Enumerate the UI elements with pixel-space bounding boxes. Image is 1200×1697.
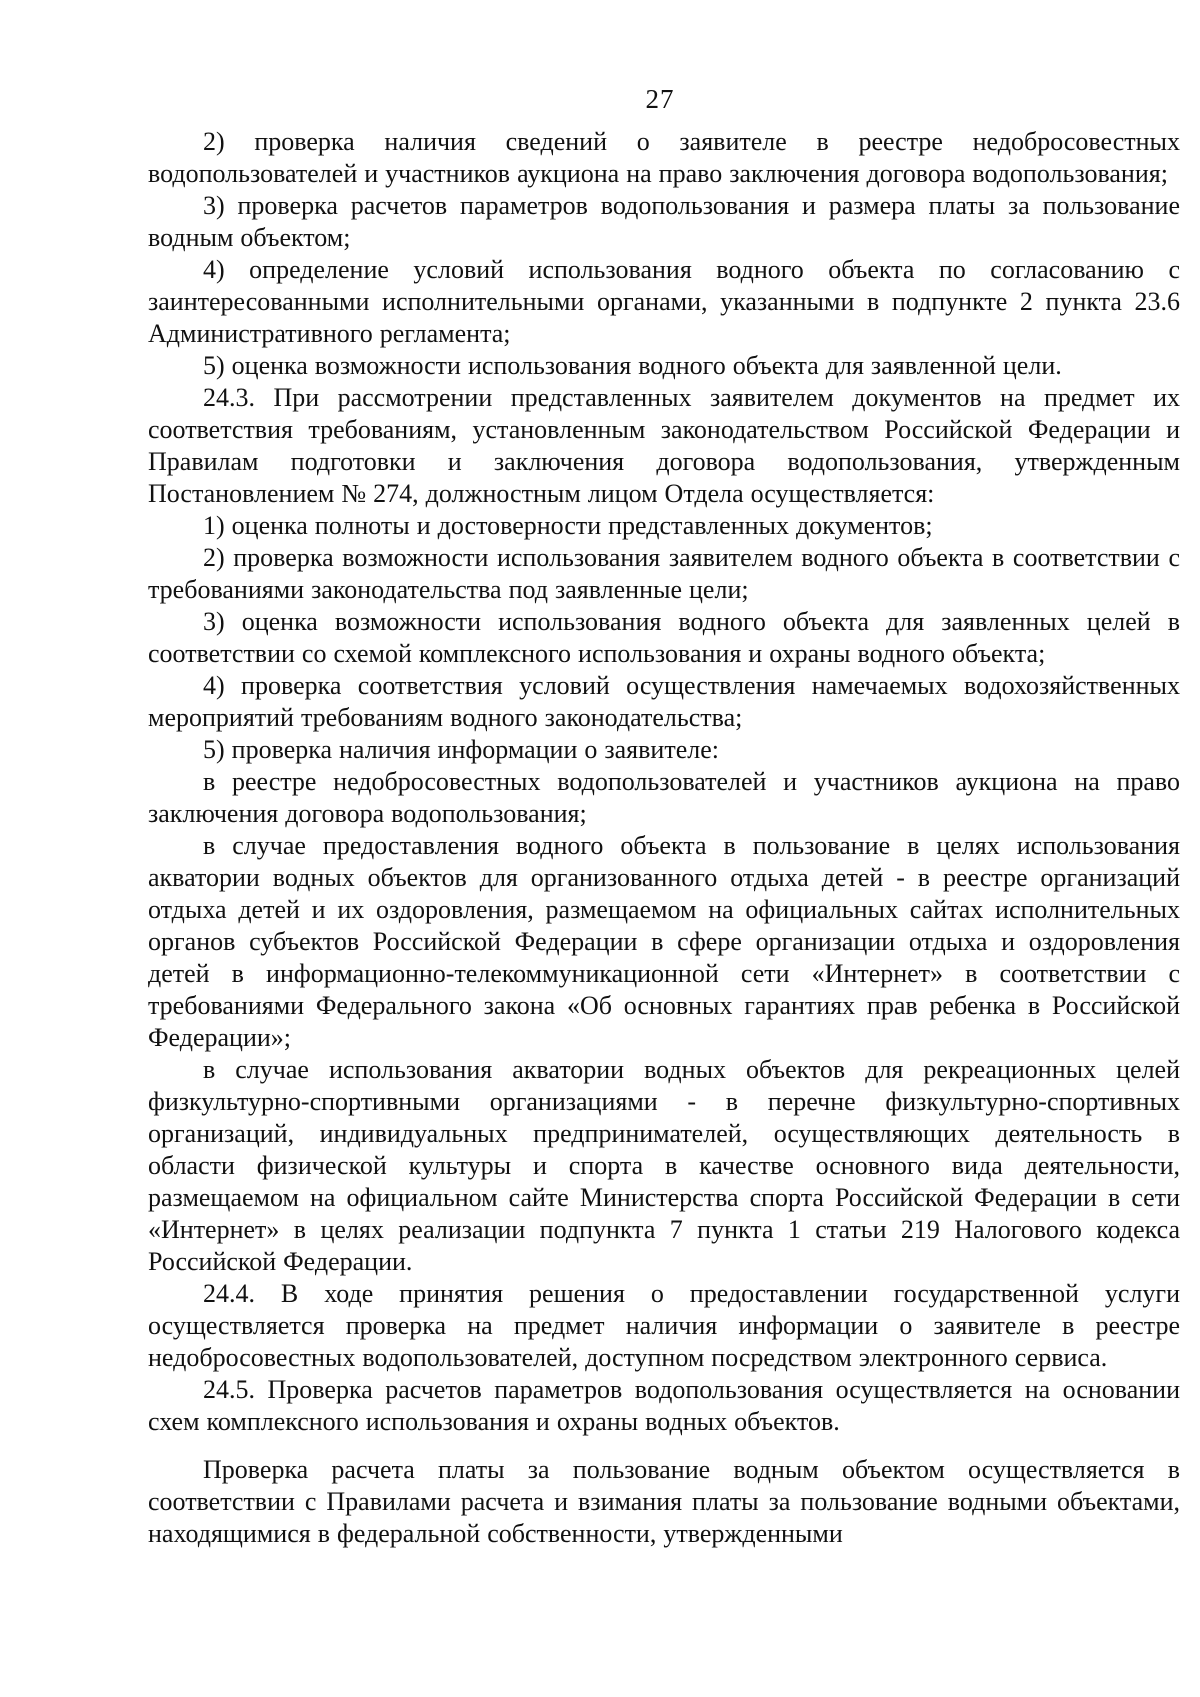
paragraph-children-recreation: в случае предоставления водного объекта в пользование в целях использования акватории водных объектов для организованного отдыха детей - в реестре организаций отдыха детей и их оздоровления, размещаемом на официальных сайтах исполнительных органов субъектов Российской Федерации в сфере организации отдыха и оздоровления детей в информационно-телекоммуникационной сети «Интернет» в соответствии с требованиями Федерального закона «Об основных гарантиях прав ребенка в Российской Федерации»;	[148, 831, 1180, 1052]
paragraph-24-3-item-5: 5) проверка наличия информации о заявителе:	[203, 735, 719, 764]
document-body	[148, 126, 1180, 1550]
paragraph-24-5: 24.5. Проверка расчетов параметров водопользования осуществляется на основании схем комплексного использования и охраны водных объектов.	[148, 1375, 1180, 1436]
paragraph-24-3-item-4: 4) проверка соответствия условий осуществления намечаемых водохозяйственных мероприятий требованиям водного законодательства;	[148, 671, 1180, 732]
paragraph-24-4: 24.4. В ходе принятия решения о предоставлении государственной услуги осуществляется проверка на предмет наличия информации о заявителе в реестре недобросовестных водопользователей, доступном посредством электронного сервиса.	[148, 1279, 1180, 1372]
paragraph-payment-calculation: Проверка расчета платы за пользование водным объектом осуществляется в соответствии с Правилами расчета и взимания платы за пользование водными объектами, находящимися в федеральной собственности, утвержденными	[148, 1455, 1180, 1548]
paragraph-sports-organizations: в случае использования акватории водных объектов для рекреационных целей физкультурно-спортивными организациями - в перечне физкультурно-спортивных организаций, индивидуальных предпринимателей, осуществляющих деятельность в области физической культуры и спорта в качестве основного вида деятельности, размещаемом на официальном сайте Министерства спорта Российской Федерации в сети «Интернет» в целях реализации подпункта 7 пункта 1 статьи 219 Налогового кодекса Российской Федерации.	[148, 1055, 1180, 1276]
paragraph-24-3: 24.3. При рассмотрении представленных заявителем документов на предмет их соответствия требованиям, установленным законодательством Российской Федерации и Правилам подготовки и заключения договора водопользования, утвержденным Постановлением № 274, должностным лицом Отдела осуществляется:	[148, 383, 1180, 508]
paragraph-24-3-item-3: 3) оценка возможности использования водного объекта для заявленных целей в соответствии со схемой комплексного использования и охраны водного объекта;	[148, 607, 1180, 668]
paragraph-24-3-item-2: 2) проверка возможности использования заявителем водного объекта в соответствии с требованиями законодательства под заявленные цели;	[148, 543, 1180, 604]
paragraph-item-2-registry-check: 2) проверка наличия сведений о заявителе в реестре недобросовестных водопользователей и участников аукциона на право заключения договора водопользования;	[148, 127, 1180, 188]
page-number: 27	[645, 84, 675, 114]
paragraph-item-5-possibility: 5) оценка возможности использования водного объекта для заявленной цели.	[203, 351, 1062, 380]
paragraph-item-4-conditions: 4) определение условий использования водного объекта по согласованию с заинтересованными исполнительными органами, указанными в подпункте 2 пункта 23.6 Административного регламента;	[148, 255, 1180, 348]
paragraph-item-3-calculation-check: 3) проверка расчетов параметров водопользования и размера платы за пользование водным объектом;	[148, 191, 1180, 252]
paragraph-registry-bad-faith: в реестре недобросовестных водопользователей и участников аукциона на право заключения договора водопользования;	[148, 767, 1180, 828]
paragraph-24-3-item-1: 1) оценка полноты и достоверности представленных документов;	[203, 511, 933, 540]
